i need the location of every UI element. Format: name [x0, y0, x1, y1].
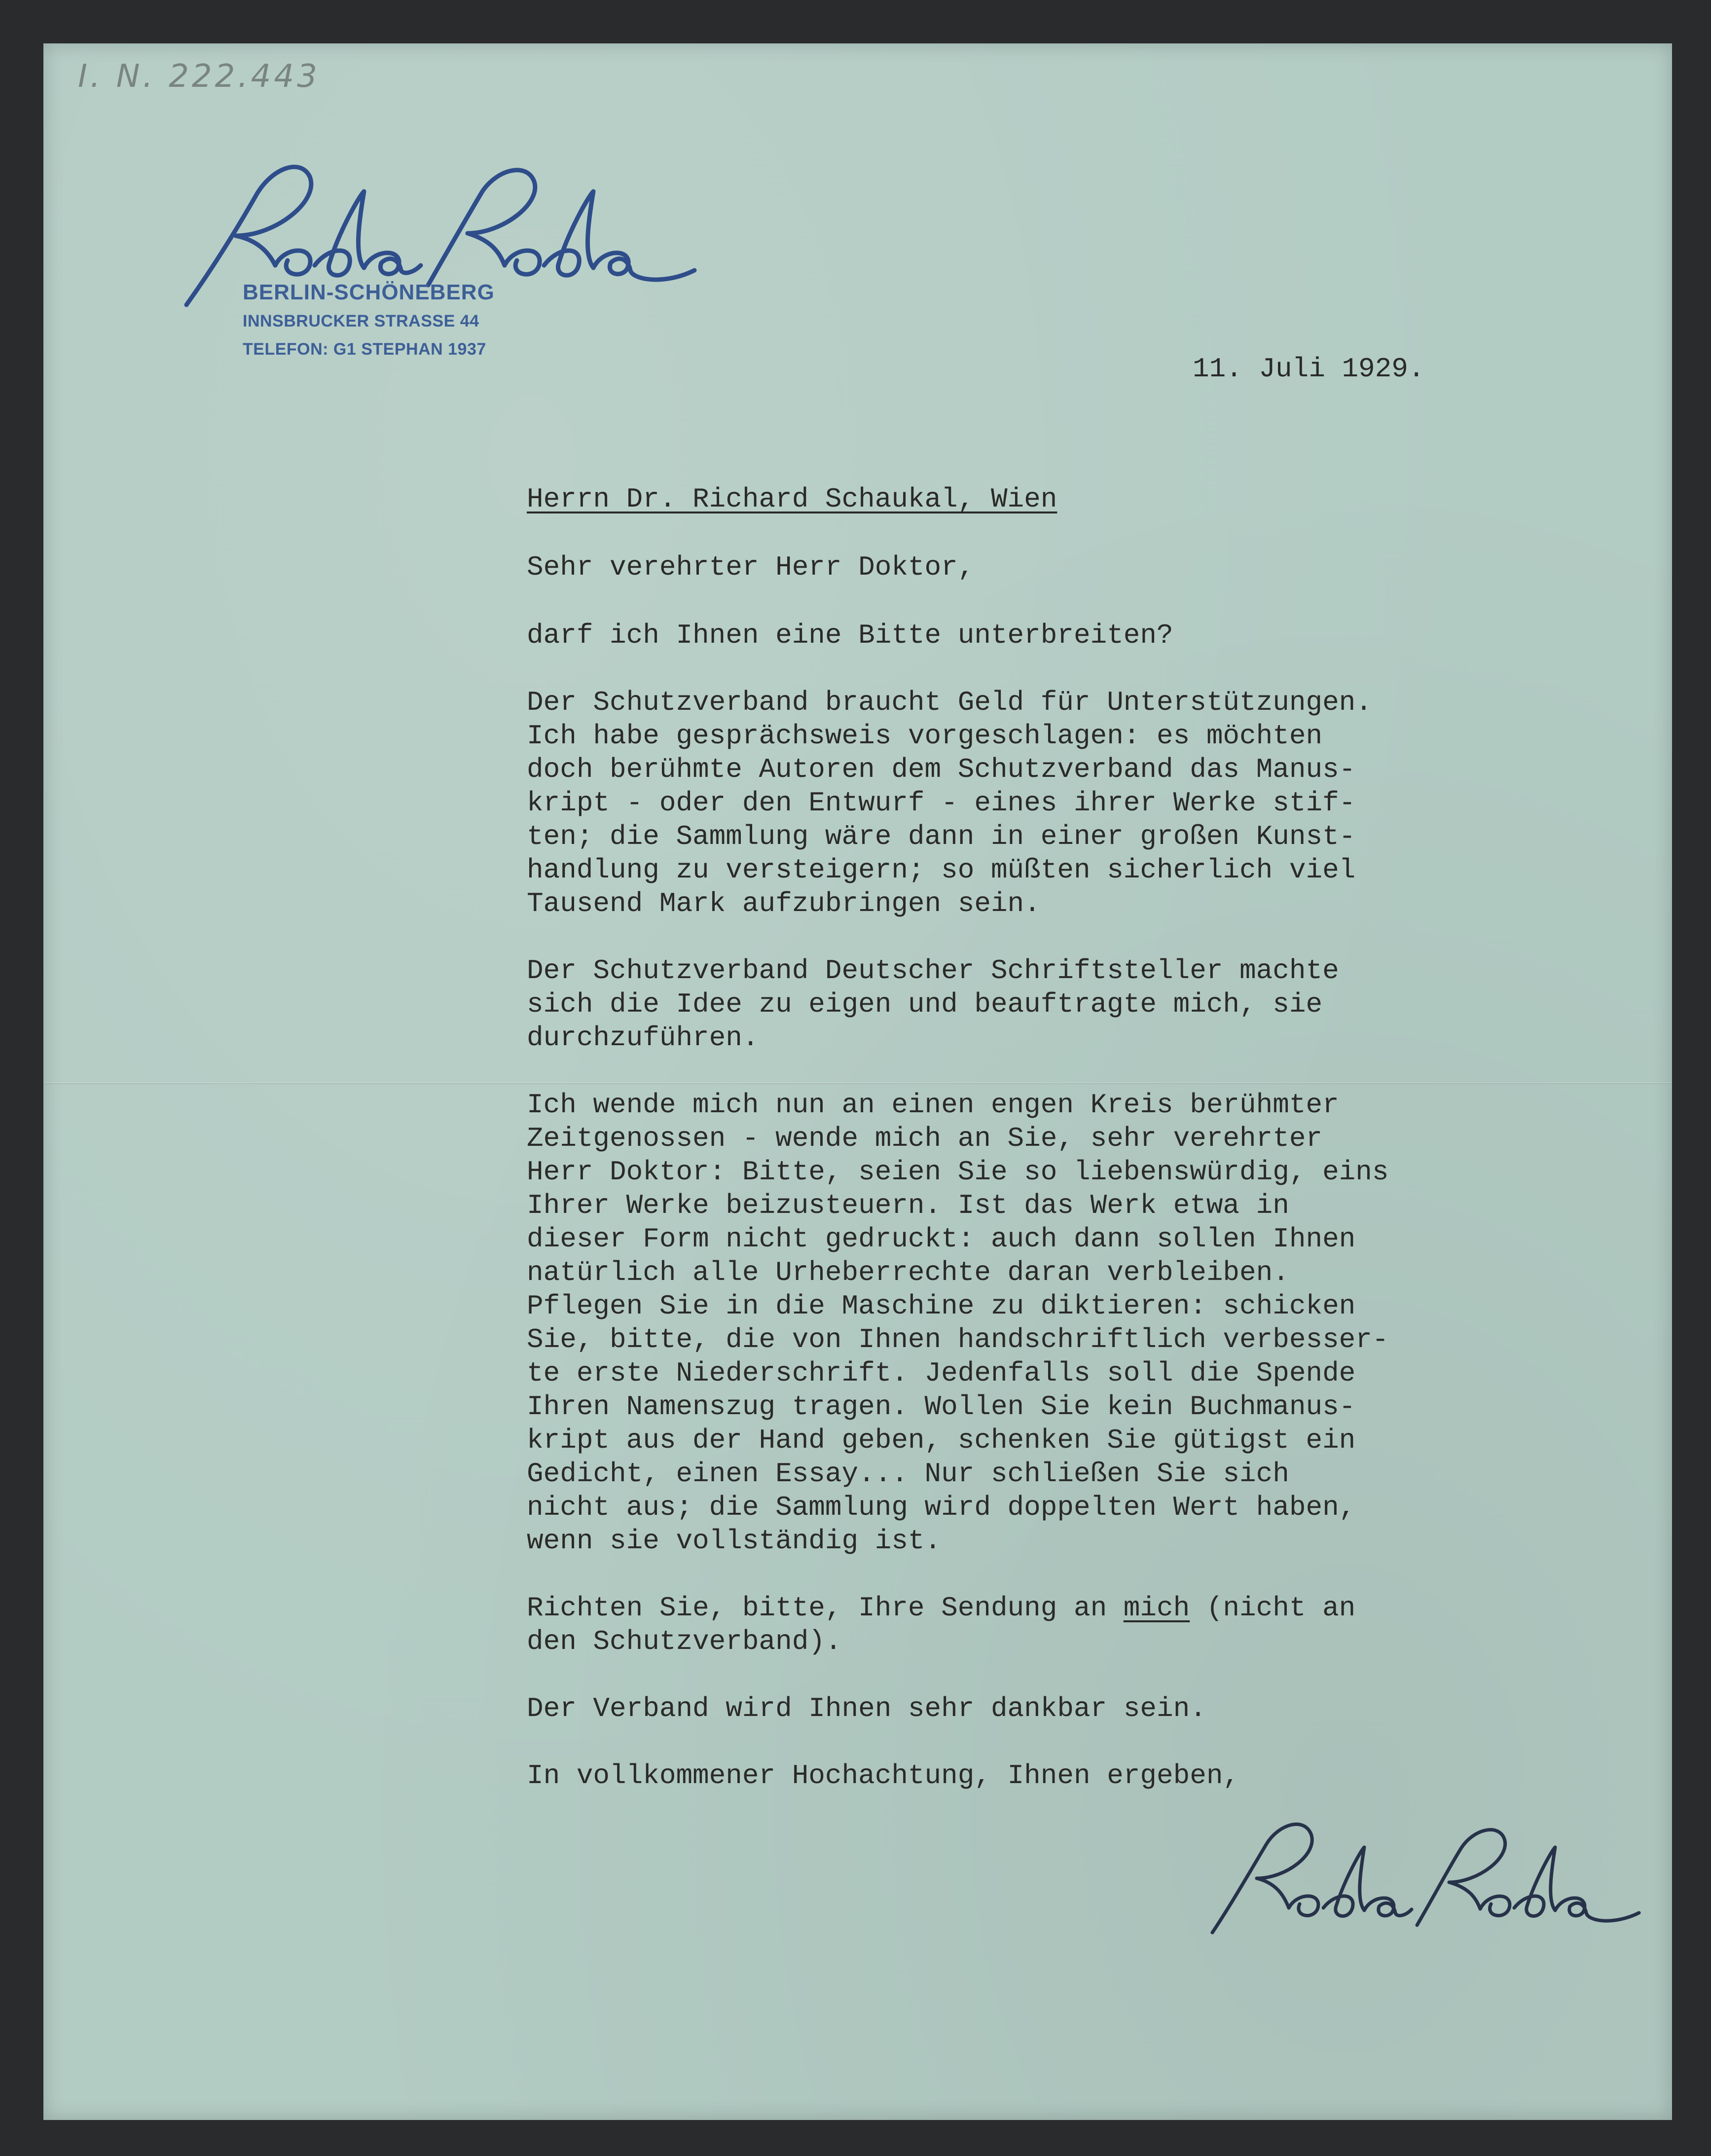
letter-sheet [43, 43, 1672, 2120]
opening-line: darf ich Ihnen eine Bitte unterbreiten? [527, 620, 1173, 651]
handwritten-signature [1193, 1790, 1651, 1952]
paragraph-4-line: den Schutzverband). [527, 1626, 842, 1657]
letterhead-street: INNSBRUCKER STRASSE 44 [243, 312, 479, 330]
paragraph-1-line: Tausend Mark aufzubringen sein. [527, 888, 1041, 919]
paragraph-1-line: Ich habe gesprächsweis vorgeschlagen: es möchten [527, 720, 1323, 752]
paragraph-3-line: dieser Form nicht gedruckt: auch dann sollen Ihnen [527, 1223, 1356, 1255]
letter-date: 11. Juli 1929. [1193, 353, 1425, 385]
paragraph-3-line: natürlich alle Urheberrechte daran verbleiben. [527, 1257, 1289, 1288]
paragraph-3-line: Sie, bitte, die von Ihnen handschriftlich verbesser- [527, 1324, 1389, 1355]
paragraph-1-line: handlung zu versteigern; so müßten sicherlich viel [527, 854, 1356, 886]
paragraph-2-line: sich die Idee zu eigen und beauftragte mich, sie [527, 988, 1323, 1020]
paragraph-4-after: (nicht an [1190, 1592, 1356, 1624]
letterhead-city: BERLIN-SCHÖNEBERG [243, 280, 495, 304]
paragraph-4-before: Richten Sie, bitte, Ihre Sendung an [527, 1592, 1124, 1624]
paragraph-3-line: Ihrer Werke beizusteuern. Ist das Werk etwa in [527, 1190, 1289, 1221]
paragraph-4-line [527, 1591, 1587, 1625]
paragraph-3-line: Herr Doktor: Bitte, seien Sie so liebenswürdig, eins [527, 1156, 1389, 1188]
paragraph-2-line: Der Schutzverband Deutscher Schriftsteller machte [527, 955, 1339, 987]
paragraph-3-line: Pflegen Sie in die Maschine zu diktieren: schicken [527, 1290, 1356, 1322]
recipient-line: Herrn Dr. Richard Schaukal, Wien [527, 483, 1057, 515]
paragraph-3-line: Ich wende mich nun an einen engen Kreis berühmter [527, 1089, 1339, 1121]
paragraph-3-line: Zeitgenossen - wende mich an Sie, sehr verehrter [527, 1123, 1323, 1154]
paragraph-4-emphasis: mich [1123, 1592, 1190, 1624]
paragraph-3-line: kript aus der Hand geben, schenken Sie gütigst ein [527, 1425, 1356, 1456]
letterhead-address [243, 280, 495, 368]
letter-body [527, 482, 1587, 1792]
paragraph-3-line: nicht aus; die Sammlung wird doppelten Wert haben, [527, 1492, 1356, 1523]
closing-line: In vollkommener Hochachtung, Ihnen ergeben, [527, 1760, 1240, 1791]
paragraph-1-line: doch berühmte Autoren dem Schutzverband das Manus- [527, 754, 1356, 785]
paragraph-5-line: Der Verband wird Ihnen sehr dankbar sein. [527, 1693, 1206, 1724]
archive-number: I. N. 222.443 [78, 58, 320, 95]
paragraph-1-line: ten; die Sammlung wäre dann in einer großen Kunst- [527, 821, 1356, 852]
paragraph-3-line: wenn sie vollständig ist. [527, 1525, 942, 1557]
paragraph-3-line: Gedicht, einen Essay... Nur schließen Sie sich [527, 1458, 1289, 1490]
paragraph-3-line: Ihren Namenszug tragen. Wollen Sie kein Buchmanus- [527, 1391, 1356, 1423]
paragraph-2-line: durchzuführen. [527, 1022, 759, 1054]
salutation: Sehr verehrter Herr Doktor, [527, 551, 975, 583]
paragraph-1-line: Der Schutzverband braucht Geld für Unterstützungen. [527, 687, 1372, 718]
paragraph-3-line: te erste Niederschrift. Jedenfalls soll die Spende [527, 1357, 1356, 1389]
letterhead-phone: TELEFON: G1 STEPHAN 1937 [243, 340, 486, 359]
paragraph-1-line: kript - oder den Entwurf - eines ihrer Werke stif- [527, 787, 1356, 819]
